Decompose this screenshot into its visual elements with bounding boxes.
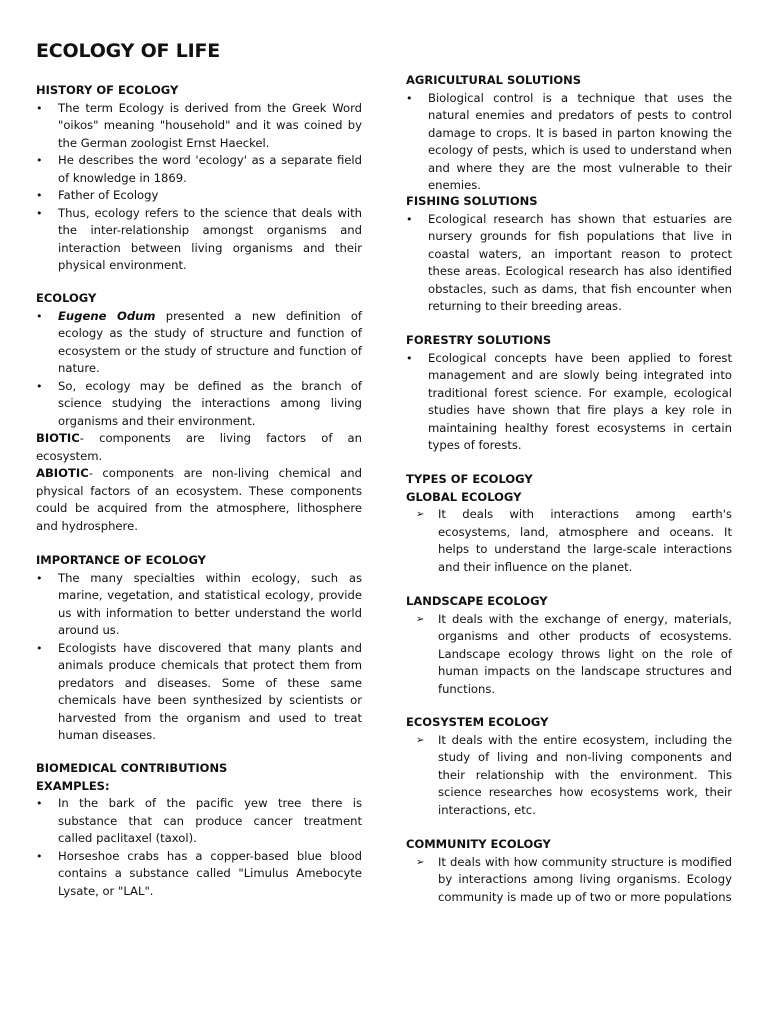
arrow-bullet-icon: ➢ <box>416 734 425 746</box>
bullet-icon: • <box>406 351 413 365</box>
forestry-section <box>406 332 732 455</box>
list-item: ➢ It deals with how community structure is modified by interactions among living organisms. Ecology community is made up of two or more populations <box>416 854 732 904</box>
landscape-section <box>406 593 732 698</box>
global-ecology-heading: GLOBAL ECOLOGY <box>406 489 522 504</box>
list-item: • Eugene Odum presented a new definition of ecology as the study of structure and function of ecosystem or the study of structure and function of nature. <box>36 308 362 375</box>
bullet-icon: • <box>36 641 43 655</box>
agricultural-list <box>406 90 732 195</box>
abiotic-term: ABIOTIC <box>36 466 89 480</box>
bullet-icon: • <box>36 571 43 585</box>
biotic-term: BIOTIC <box>36 431 80 445</box>
biomedical-heading: BIOMEDICAL CONTRIBUTIONS <box>36 761 228 775</box>
list-item: ➢ It deals with the entire ecosystem, including the study of living and non-living components and their relationship with the environment. This science researches how ecosystems work, their interactions, etc. <box>416 732 732 817</box>
agricultural-heading: AGRICULTURAL SOLUTIONS <box>406 73 582 87</box>
list-item: • Thus, ecology refers to the science that deals with the inter-relationship amongst organisms and interaction between living organisms and their physical environment. <box>36 205 362 272</box>
ecology-heading: ECOLOGY <box>36 291 97 305</box>
landscape-list <box>406 611 732 699</box>
bullet-icon: • <box>36 797 43 810</box>
examples-heading: EXAMPLES: <box>36 778 110 793</box>
biotic-definition: BIOTIC- components are living factors of an ecosystem. <box>36 431 362 463</box>
ecosystem-heading: ECOSYSTEM ECOLOGY <box>406 715 549 729</box>
ecosystem-list <box>406 732 732 820</box>
bullet-icon: • <box>36 189 43 202</box>
ecosystem-section <box>406 714 732 819</box>
list-item: • The many specialties within ecology, such as marine, vegetation, and statistical ecology, provide us with information to better understand the world around us. <box>36 570 362 637</box>
abiotic-definition: ABIOTIC- components are non-living chemical and physical factors of an ecosystem. These components could be acquired from the atmosphere, lithosphere and hydrosphere. <box>36 466 362 533</box>
bullet-icon: • <box>36 206 43 220</box>
community-heading: COMMUNITY ECOLOGY <box>406 837 551 851</box>
ecology-list <box>36 308 362 431</box>
bullet-icon: • <box>36 379 43 393</box>
arrow-bullet-icon: ➢ <box>416 613 425 625</box>
types-heading: TYPES OF ECOLOGY <box>406 472 533 486</box>
history-list <box>36 100 362 275</box>
list-item: ➢ It deals with the exchange of energy, materials, organisms and other products of ecosystems. Landscape ecology throws light on the role of human impacts on the landscape structures and functions. <box>416 611 732 696</box>
history-section <box>36 82 362 275</box>
list-item: • So, ecology may be defined as the branch of science studying the interactions among living organisms and their environment. <box>36 378 362 428</box>
bullet-icon: • <box>36 101 43 115</box>
fishing-heading: FISHING SOLUTIONS <box>406 194 538 208</box>
importance-list <box>36 570 362 745</box>
page-title: ECOLOGY OF LIFE <box>36 40 221 62</box>
abiotic-section <box>36 465 362 535</box>
list-item: • Father of Ecology <box>36 187 362 205</box>
agricultural-section <box>406 72 732 195</box>
bullet-icon: • <box>406 212 413 226</box>
bullet-icon: • <box>36 154 43 167</box>
global-ecology-list <box>406 506 732 576</box>
list-item: • Biological control is a technique that uses the natural enemies and predators of pests to control damage to crops. It is based in parton knowing the ecology of pests, which is used to understand when and where they are the most vulnerable to their enemies. <box>406 90 732 192</box>
arrow-bullet-icon: ➢ <box>416 509 425 520</box>
arrow-bullet-icon: ➢ <box>416 856 425 868</box>
fishing-section <box>406 193 732 316</box>
list-item: • In the bark of the pacific yew tree there is substance that can produce cancer treatment called paclitaxel (taxol). <box>36 796 362 845</box>
list-item: • Ecologists have discovered that many plants and animals produce chemicals that protect them from predators and diseases. Some of these same chemicals have been synthesized by scientists or harvested from the organism and used to treat human diseases. <box>36 640 362 742</box>
list-item: • Horseshoe crabs has a copper-based blue blood contains a substance called "Limulus Amebocyte Lysate, or "LAL". <box>36 848 362 898</box>
biomedical-section <box>36 760 362 900</box>
list-item: • Ecological research has shown that estuaries are nursery grounds for fish populations that live in coastal waters, an important reason to protect these areas. Ecological research has also identified obstacles, such as dams, that fish encounter when returning to their breeding areas. <box>406 211 732 313</box>
history-heading: HISTORY OF ECOLOGY <box>36 83 179 97</box>
forestry-list <box>406 350 732 455</box>
bullet-icon: • <box>36 309 43 323</box>
ecology-section <box>36 290 362 430</box>
fishing-list <box>406 211 732 316</box>
forestry-heading: FORESTRY SOLUTIONS <box>406 333 552 347</box>
biomedical-list <box>36 795 362 900</box>
community-section <box>406 836 732 906</box>
list-item: ➢ It deals with interactions among earth's ecosystems, land, atmosphere and oceans. It helps to understand the large-scale interactions and their influence on the planet. <box>416 507 732 574</box>
list-item: • He describes the word 'ecology' as a separate field of knowledge in 1869. <box>36 153 362 185</box>
bullet-icon: • <box>36 849 43 863</box>
importance-heading: IMPORTANCE OF ECOLOGY <box>36 553 206 567</box>
list-item: • Ecological concepts have been applied to forest management and are slowly being integrated into traditional forest science. For example, ecological studies have shown that fire plays a key role in maintaining healthy forest ecosystems in certain types of forests. <box>406 350 732 452</box>
bullet-icon: • <box>406 91 413 105</box>
list-item: • The term Ecology is derived from the Greek Word "oikos" meaning "household" and it was coined by the German zoologist Ernst Haeckel. <box>36 100 362 150</box>
community-list <box>406 854 732 907</box>
biotic-section <box>36 430 362 465</box>
importance-section <box>36 552 362 745</box>
landscape-heading: LANDSCAPE ECOLOGY <box>406 594 548 608</box>
person-name: Eugene Odum <box>58 308 156 323</box>
types-section <box>406 471 732 576</box>
